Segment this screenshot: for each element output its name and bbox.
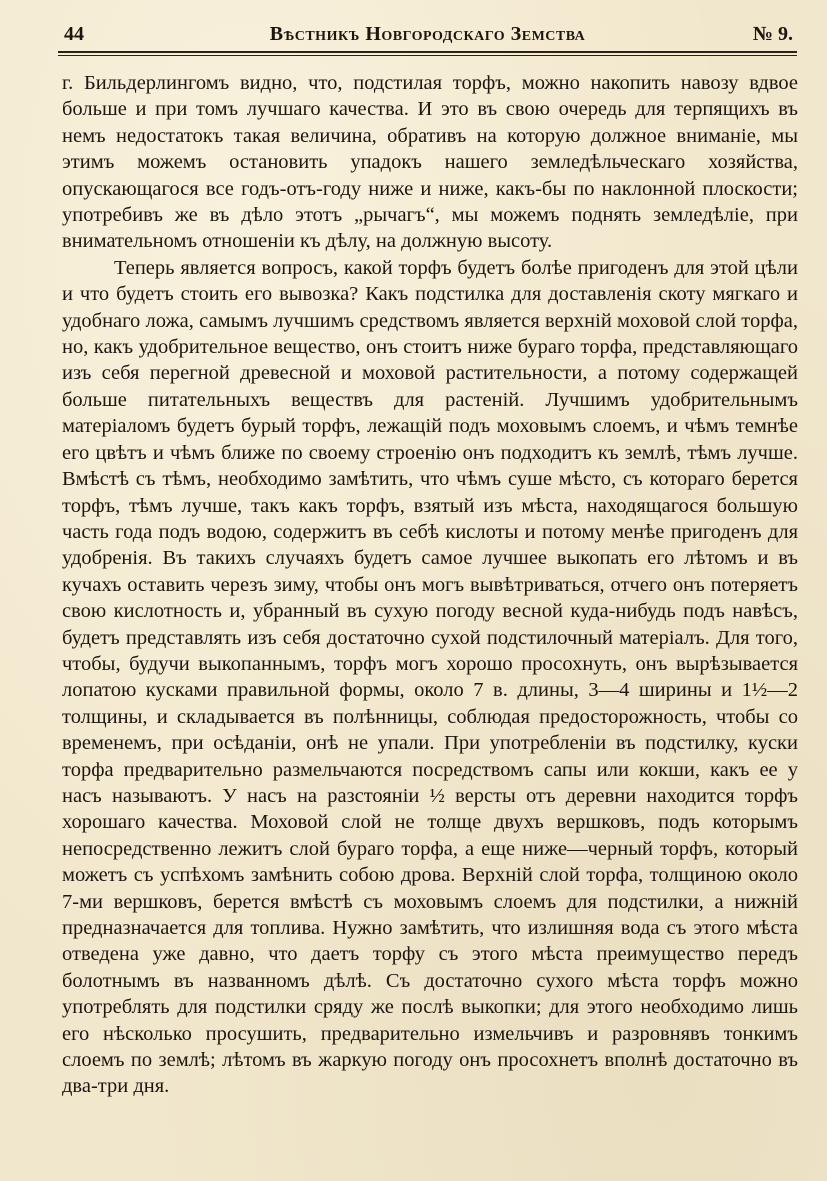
journal-title: Вѣстникъ Новгородскаго Земства (269, 23, 586, 45)
issue-number: № 9. (752, 23, 793, 45)
paragraph-2: Теперь является вопросъ, какой торфъ будетъ болѣе пригоденъ для этой цѣли и что будетъ стоить его вывозка? Какъ подстилка для доставленія скоту мягкаго и удобнаго ложа, самымъ лучшимъ средствомъ является верхній моховой слой торфа, но, какъ удобрительное вещество, онъ стоитъ ниже бураго торфа, представляющаго изъ себя перегной древесной и моховой растительности, а потому содержащей больше питательныхъ веществъ для растеній. Лучшимъ удобрительнымъ матеріаломъ будетъ бурый торфъ, лежащій подъ моховымъ слоемъ, и чѣмъ темнѣе его цвѣтъ и чѣмъ ближе по своему строенію онъ подходитъ къ землѣ, тѣмъ лучше. Вмѣстѣ съ тѣмъ, необходимо замѣтить, что чѣмъ суше мѣсто, съ котораго берется торфъ, тѣмъ лучше, такъ какъ торфъ, взятый изъ мѣста, находящагося большую часть года подъ водою, содержитъ въ себѣ кислоты и потому менѣе пригоденъ для удобренія. Въ такихъ случаяхъ будетъ самое лучшее выкопать его лѣтомъ и въ кучахъ оставить черезъ зиму, чтобы онъ могъ вывѣтриваться, отчего онъ потеряетъ свою кислотность и, убранный въ сухую погоду весной куда-нибудь подъ навѣсъ, будетъ представлять изъ себя достаточно сухой подстилочный матеріалъ. Для того, чтобы, будучи выкопаннымъ, торфъ могъ хорошо просохнуть, онъ вырѣзывается лопатою кусками правильной формы, около 7 в. длины, 3—4 ширины и 1½—2 толщины, и складывается въ полѣнницы, соблюдая предосторожность, чтобы со временемъ, при осѣданіи, онѣ не упали. При употребленіи въ подстилку, куски торфа предварительно размельчаются посредствомъ сапы или кокши, какъ ее у насъ называютъ. У насъ на разстояніи ½ версты отъ деревни находится торфъ хорошаго качества. Моховой слой не толще двухъ вершковъ, подъ которымъ непосредственно лежитъ слой бураго торфа, а еще ниже—черный торфъ, который можетъ съ успѣхомъ замѣнить собою дрова. Верхній слой торфа, толщиною около 7-ми вершковъ, берется вмѣстѣ съ моховымъ слоемъ для подстилки, а нижній предназначается для топлива. Нужно замѣтить, что излишняя вода съ этого мѣста отведена уже давно, что даетъ торфу съ этого мѣста преимущество передъ болотнымъ въ названномъ дѣлѣ. Съ достаточно сухого мѣста торфъ можно употреблять для подстилки сряду же послѣ выкопки; для этого необходимо лишь его нѣсколько просушить, предварительно измельчивъ и разровнявъ тонкимъ слоемъ по землѣ; лѣтомъ въ жаркую погоду онъ просохнетъ вполнѣ достаточно въ два-три дня. (62, 256, 798, 1098)
article-body (62, 70, 798, 1100)
running-header (58, 20, 797, 48)
header-rule (58, 51, 797, 56)
paragraph-1: г. Бильдерлингомъ видно, что, подстилая торфъ, можно накопить навозу вдвое больше и при томъ лучшаго качества. И это въ свою очередь для терпящихъ въ немъ недостатокъ такая величина, обративъ на которую должное вниманіе, мы этимъ можемъ остановить упадокъ нашего земледѣльческаго хозяйства, опускающагося все годъ-отъ-году ниже и ниже, какъ-бы по наклонной плоскости; употребивъ же въ дѣло этотъ „рычагъ“, мы можемъ поднять земледѣліе, при внимательномъ отношеніи къ дѣлу, на должную высоту. (62, 72, 798, 253)
page-number: 44 (64, 23, 84, 45)
